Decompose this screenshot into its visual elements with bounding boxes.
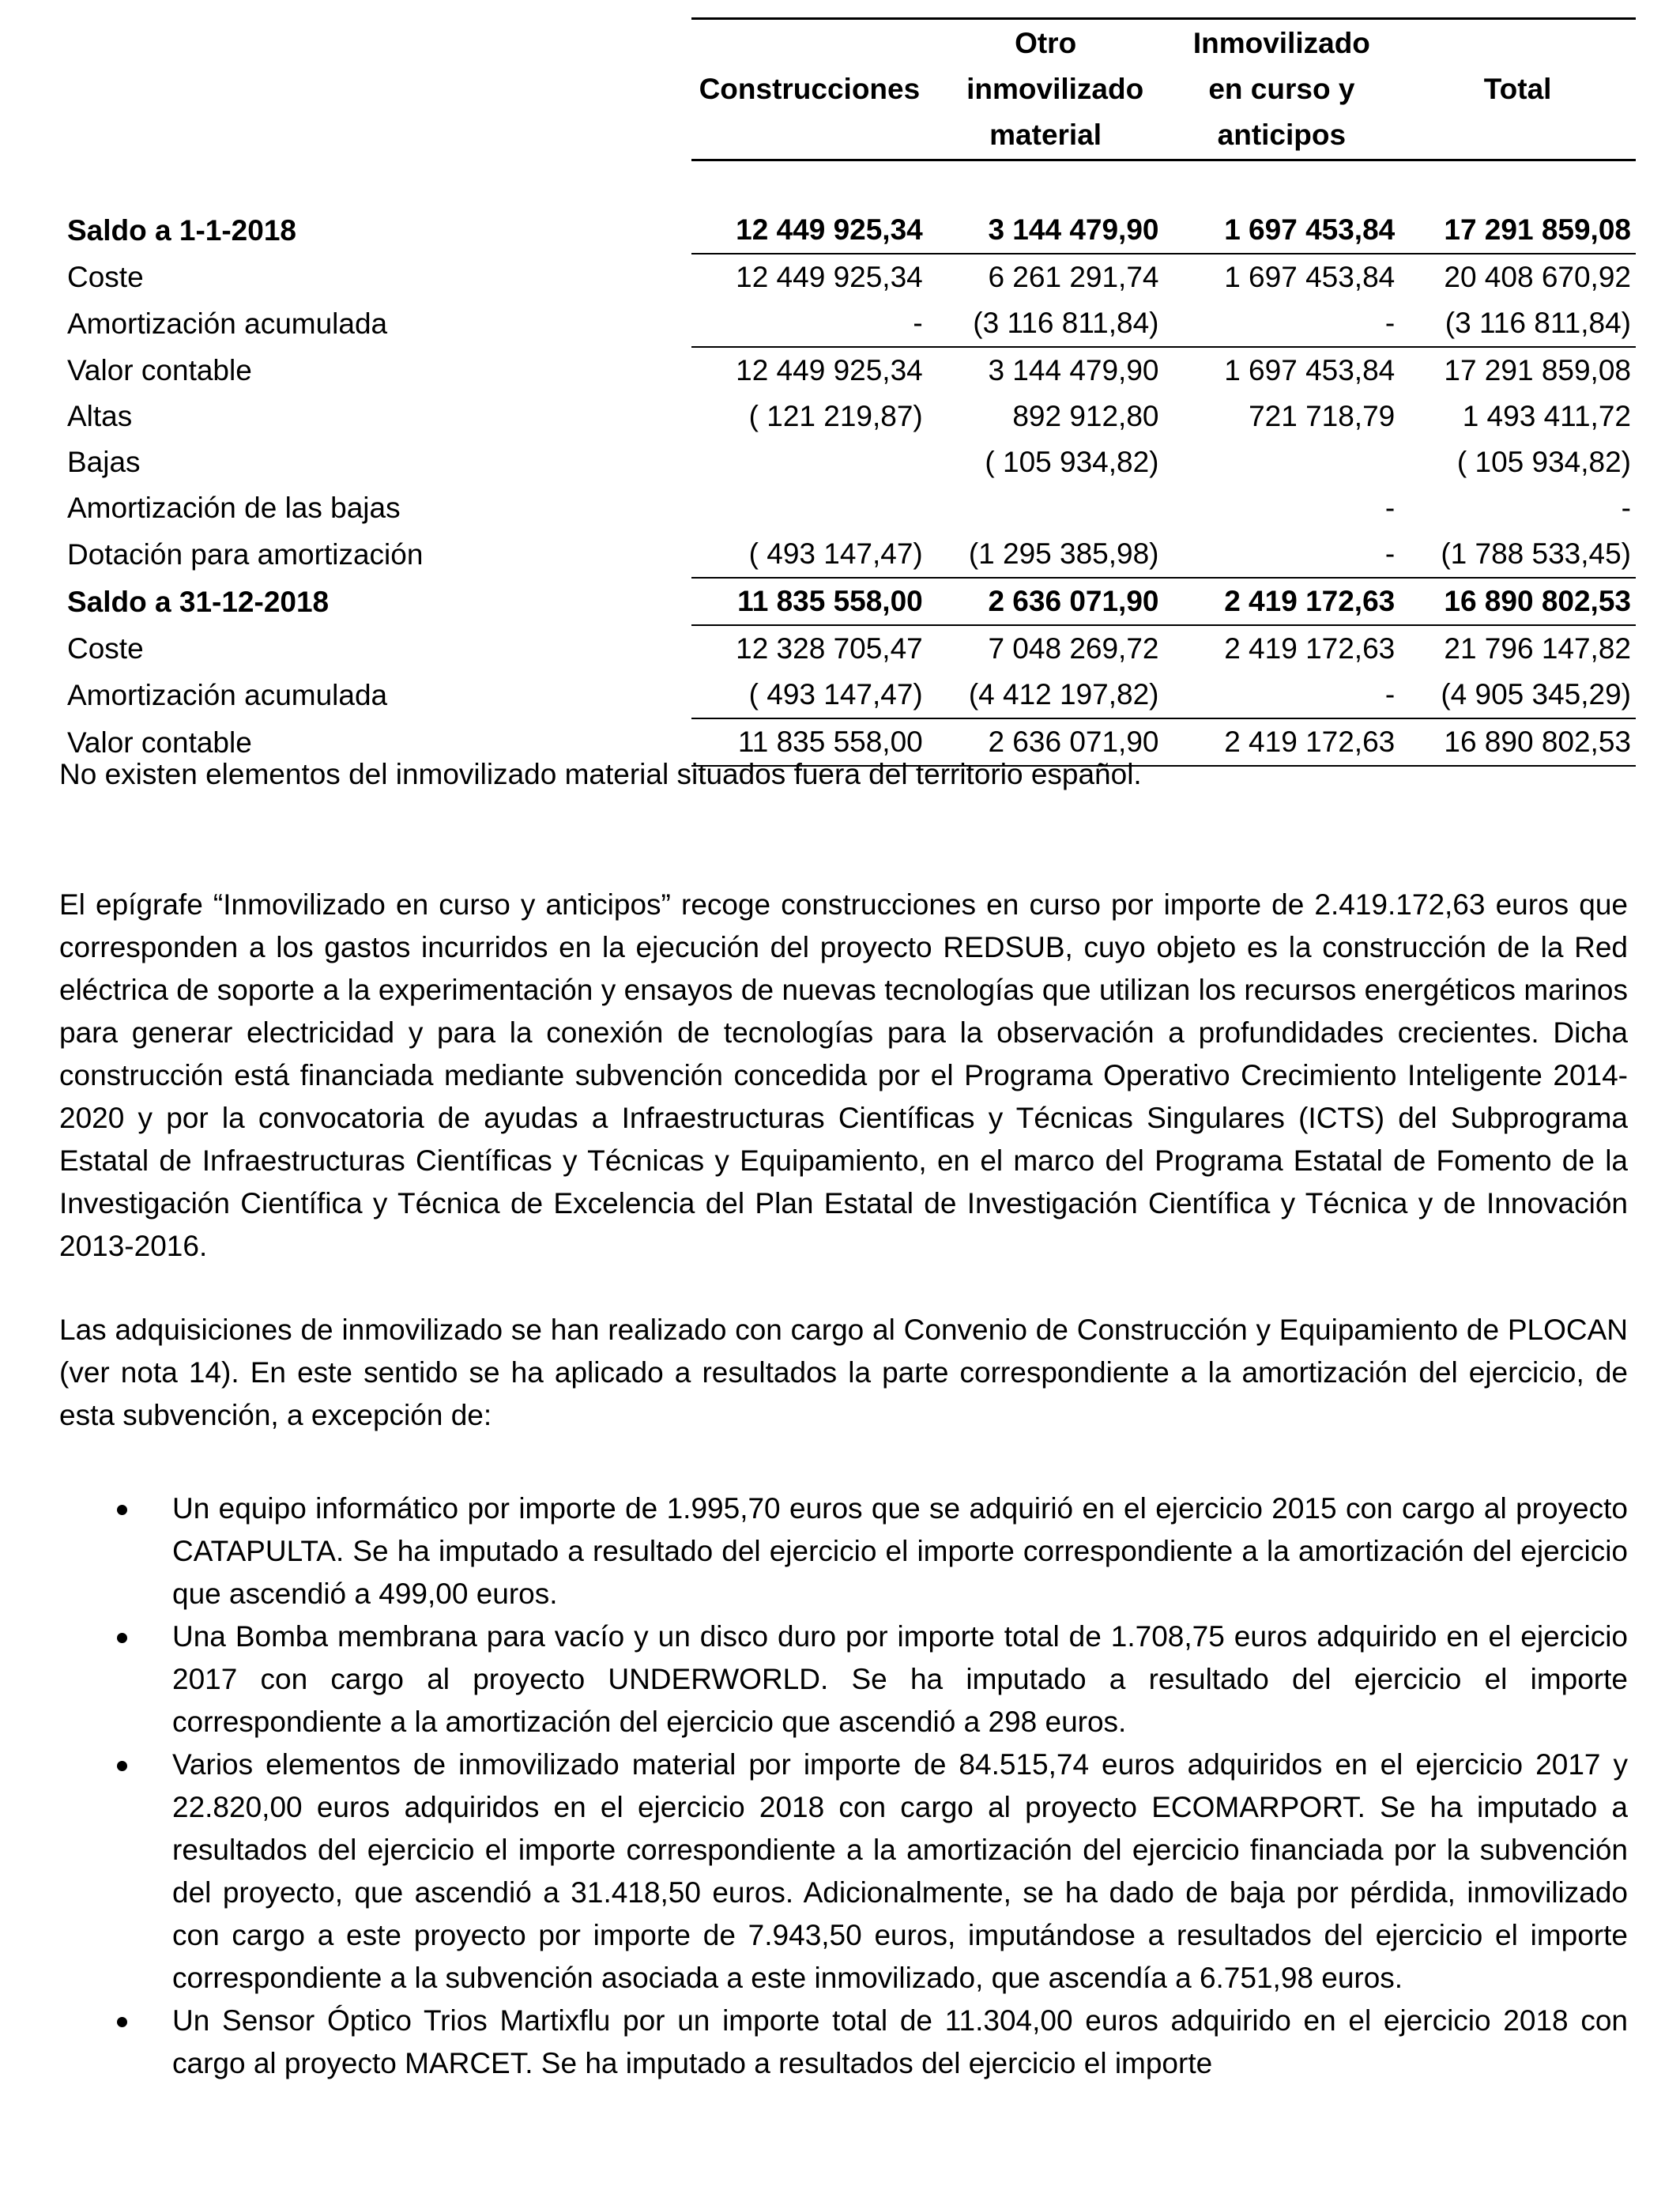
cell-total: 1 493 411,72: [1462, 400, 1631, 432]
cell-inmovilizado-en-curso: -: [1164, 300, 1400, 347]
table-row: [59, 439, 1636, 485]
cell-otro-inmovilizado: 3 144 479,90: [988, 354, 1159, 386]
cell-construcciones: 11 835 558,00: [691, 578, 928, 625]
cell-total: 17 291 859,08: [1399, 207, 1636, 254]
cell-inmovilizado-en-curso: 2 419 172,63: [1164, 578, 1400, 625]
cell-inmovilizado-en-curso: 1 697 453,84: [1224, 261, 1396, 293]
cell-construcciones: 12 449 925,34: [691, 207, 928, 254]
cell-inmovilizado-en-curso: 2 419 172,63: [1224, 632, 1396, 665]
cell-total: 16 890 802,53: [1399, 578, 1636, 625]
header-inmovilizado-en-curso: [1164, 19, 1400, 160]
cell-total: (4 905 345,29): [1399, 672, 1636, 718]
cell-otro-inmovilizado: 6 261 291,74: [988, 261, 1159, 293]
row-label: Altas: [67, 400, 133, 432]
table-row: [59, 300, 1636, 347]
cell-total: 17 291 859,08: [1444, 354, 1631, 386]
list-item-text: Una Bomba membrana para vacío y un disco duro por importe total de 1.708,75 euros adquirido en el ejercicio 2017 con cargo al proyecto UNDERWORLD. Se ha imputado a resultado del ejercicio el importe correspondiente a la amortización del ejercicio que ascendió a 298 euros.: [172, 1620, 1628, 1738]
cell-inmovilizado-en-curso: -: [1164, 672, 1400, 718]
row-label: Amortización acumulada: [67, 679, 388, 711]
list-item-text: Un Sensor Óptico Trios Martixflu por un importe total de 11.304,00 euros adquirido en el ejercicio 2018 con cargo al proyecto MARCET. Se ha imputado a resultados del ejercicio el importe: [172, 2004, 1628, 2079]
paragraph-adquisiciones: Las adquisiciones de inmovilizado se han realizado con cargo al Convenio de Construcción y Equipamiento de PLOCAN (ver nota 14). En este sentido se ha aplicado a resultados la parte correspondiente a la amortización del ejercicio, de esta subvención, a excepción de:: [59, 1314, 1628, 1431]
list-item-text: Un equipo informático por importe de 1.995,70 euros que se adquirió en el ejercicio 2015 con cargo al proyecto CATAPULTA. Se ha imputado a resultado del ejercicio el importe correspondiente a la amortización del ejercicio que ascendió a 499,00 euros.: [172, 1492, 1628, 1610]
exceptions-list: [59, 1487, 1628, 2085]
cell-total: 21 796 147,82: [1444, 632, 1631, 665]
cell-inmovilizado-en-curso: 1 697 453,84: [1164, 207, 1400, 254]
cell-inmovilizado-en-curso: -: [1384, 492, 1396, 524]
bullet-icon: [117, 1761, 127, 1771]
header-otro-inmovilizado-text: Otro inmovilizado material: [966, 27, 1144, 151]
cell-construcciones: 12 328 705,47: [736, 632, 923, 665]
row-label: Amortización acumulada: [67, 307, 388, 340]
table-row: [59, 672, 1636, 718]
fixed-assets-table: [59, 17, 1636, 767]
cell-otro-inmovilizado: 7 048 269,72: [988, 632, 1159, 665]
bullet-icon: [117, 1633, 127, 1643]
cell-total: (1 788 533,45): [1399, 531, 1636, 578]
cell-inmovilizado-en-curso: 2 419 172,63: [1164, 718, 1400, 766]
table-row: [59, 531, 1636, 578]
cell-construcciones: [691, 439, 928, 485]
cell-construcciones: 11 835 558,00: [691, 718, 928, 766]
list-item: [59, 1487, 1628, 1615]
bullet-icon: [117, 1505, 127, 1515]
table-row: [59, 347, 1636, 394]
row-label: Valor contable: [67, 726, 252, 759]
table-header-row: [59, 19, 1636, 160]
cell-construcciones: 12 449 925,34: [736, 354, 923, 386]
cell-otro-inmovilizado: 892 912,80: [1012, 400, 1159, 432]
row-label: Coste: [67, 632, 144, 665]
row-label: Saldo a 1-1-2018: [67, 214, 296, 247]
cell-construcciones: 12 449 925,34: [736, 261, 923, 293]
table-spacer-row: [59, 160, 1636, 208]
cell-inmovilizado-en-curso: 721 718,79: [1249, 400, 1396, 432]
cell-otro-inmovilizado: (1 295 385,98): [928, 531, 1164, 578]
cell-total: 20 408 670,92: [1444, 261, 1631, 293]
table-row: [59, 254, 1636, 300]
territory-note: No existen elementos del inmovilizado material situados fuera del territorio español.: [59, 758, 1142, 790]
list-item-text: Varios elementos de inmovilizado material por importe de 84.515,74 euros adquiridos en el ejercicio 2017 y 22.820,00 euros adquiridos en el ejercicio 2018 con cargo al proyecto ECOMARPORT. Se ha imputado a resultados del ejercicio el importe correspondiente a la amortización del ejercicio financiada por la subvención del proyecto, que ascendió a 31.418,50 euros. Adicionalmente, se ha dado de baja por pérdida, inmovilizado con cargo a este proyecto por importe de 7.943,50 euros, imputándose a resultados del ejercicio el importe correspondiente a la subvención asociada a este inmovilizado, que ascendía a 6.751,98 euros.: [172, 1748, 1628, 1994]
header-inmovilizado-en-curso-text: Inmovilizado en curso y anticipos: [1192, 27, 1370, 151]
header-construcciones: Construcciones: [691, 19, 928, 160]
row-label: Amortización de las bajas: [67, 492, 401, 524]
row-label: Bajas: [67, 446, 141, 478]
cell-inmovilizado-en-curso: [1164, 439, 1400, 485]
paragraph-inmovilizado-en-curso: El epígrafe “Inmovilizado en curso y anticipos” recoge construcciones en curso por importe de 2.419.172,63 euros que corresponden a los gastos incurridos en la ejecución del proyecto REDSUB, cuyo objeto es la construcción de la Red eléctrica de soporte a la experimentación y ensayos de nuevas tecnologías que utilizan los recursos energéticos marinos para generar electricidad y para la conexión de tecnologías para la observación a profundidades crecientes. Dicha construcción está financiada mediante subvención concedida por el Programa Operativo Crecimiento Inteligente 2014-2020 y por la convocatoria de ayudas a Infraestructuras Científicas y Técnicas Singulares (ICTS) del Subprograma Estatal de Infraestructuras Científicas y Técnicas y Equipamiento, en el marco del Programa Estatal de Fomento de la Investigación Científica y Técnica de Excelencia del Plan Estatal de Investigación Científica y Técnica y de Innovación 2013-2016.: [59, 888, 1628, 1262]
header-total: Total: [1399, 19, 1636, 160]
cell-otro-inmovilizado: [928, 485, 1164, 531]
cell-construcciones: ( 493 147,47): [691, 531, 928, 578]
cell-construcciones: [691, 485, 928, 531]
cell-total: -: [1621, 492, 1631, 524]
cell-construcciones: ( 493 147,47): [691, 672, 928, 718]
table-row: [59, 207, 1636, 254]
cell-otro-inmovilizado: (3 116 811,84): [928, 300, 1164, 347]
cell-otro-inmovilizado: ( 105 934,82): [985, 446, 1159, 478]
row-label: Dotación para amortización: [67, 538, 424, 571]
table-row: [59, 578, 1636, 625]
bullet-icon: [117, 2017, 127, 2027]
cell-inmovilizado-en-curso: 1 697 453,84: [1224, 354, 1396, 386]
row-label: Valor contable: [67, 354, 252, 386]
table-row: [59, 394, 1636, 439]
list-item: [59, 1744, 1628, 2000]
header-blank: [59, 19, 691, 160]
cell-otro-inmovilizado: 2 636 071,90: [928, 578, 1164, 625]
cell-total: (3 116 811,84): [1399, 300, 1636, 347]
cell-otro-inmovilizado: 3 144 479,90: [928, 207, 1164, 254]
cell-total: 16 890 802,53: [1399, 718, 1636, 766]
row-label: Coste: [67, 261, 144, 293]
cell-otro-inmovilizado: (4 412 197,82): [928, 672, 1164, 718]
cell-inmovilizado-en-curso: -: [1164, 531, 1400, 578]
table-row: [59, 625, 1636, 672]
list-item: [59, 2000, 1628, 2085]
cell-total: ( 105 934,82): [1456, 446, 1631, 478]
header-otro-inmovilizado: [928, 19, 1164, 160]
table-row: [59, 485, 1636, 531]
row-label: Saldo a 31-12-2018: [67, 586, 330, 618]
cell-construcciones: ( 121 219,87): [748, 400, 923, 432]
list-item: [59, 1615, 1628, 1744]
cell-construcciones: -: [691, 300, 928, 347]
cell-otro-inmovilizado: 2 636 071,90: [928, 718, 1164, 766]
